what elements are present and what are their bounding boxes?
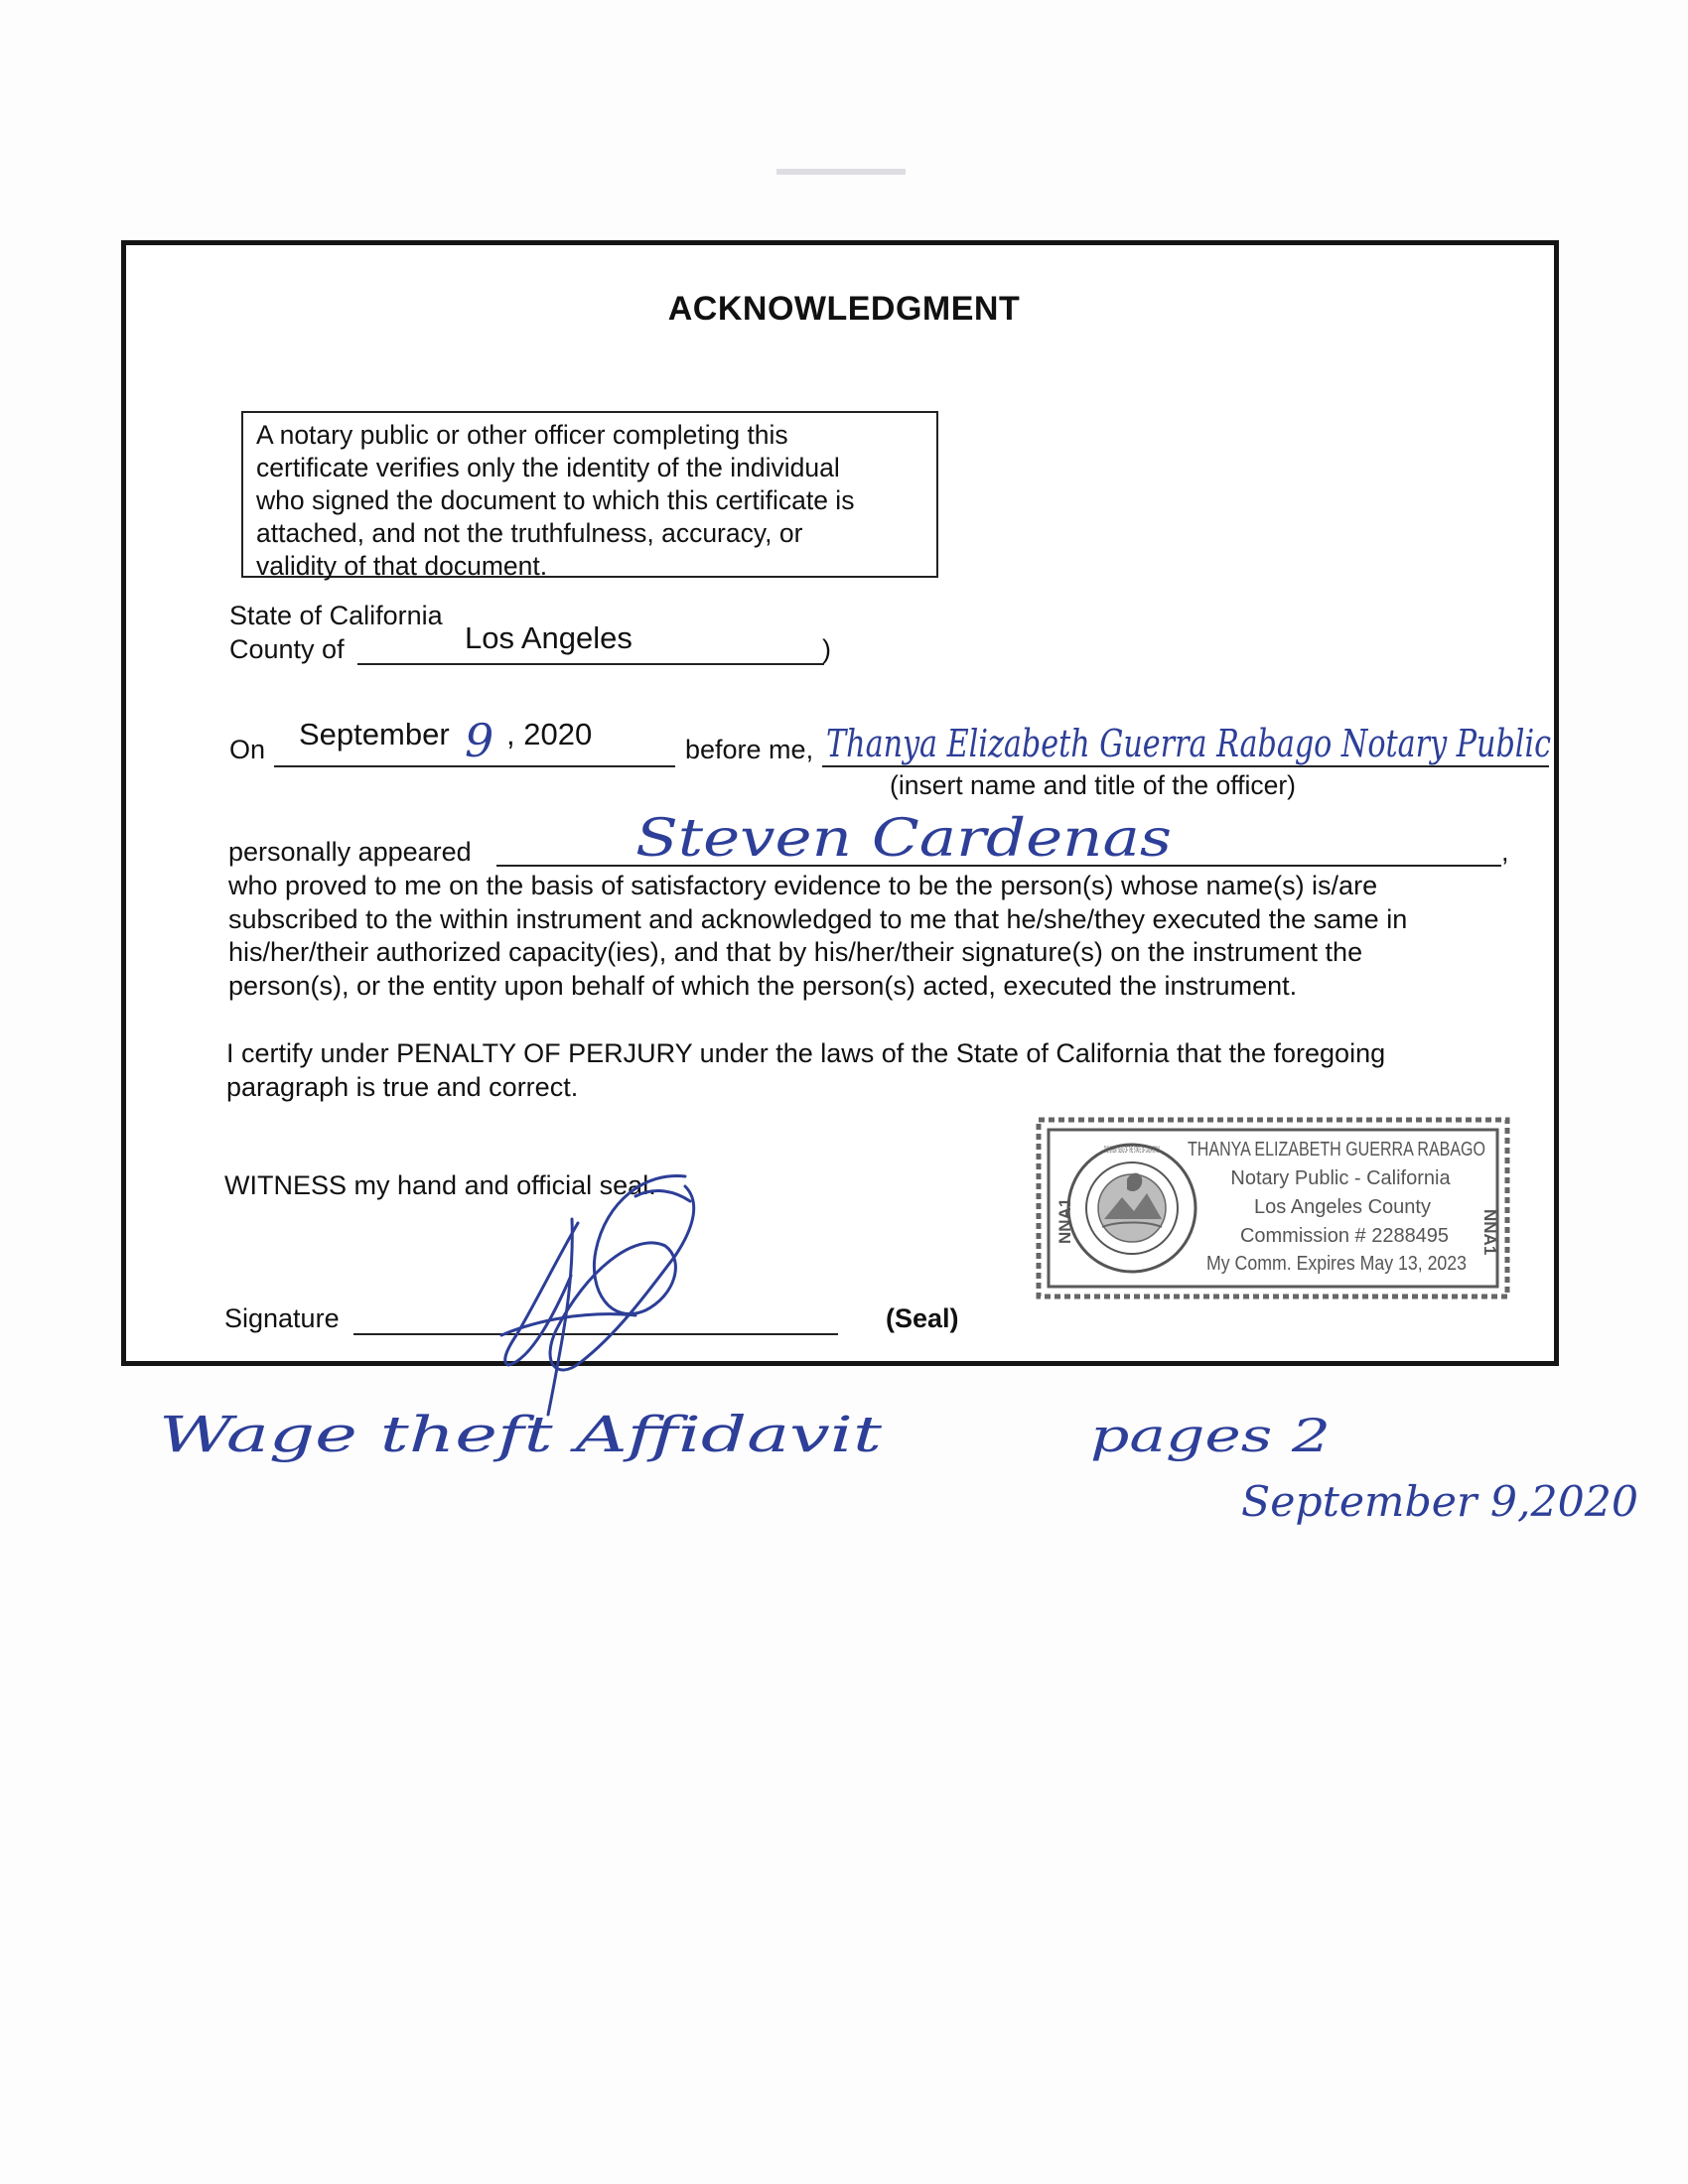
handwritten-appeared-name: Steven Cardenas [635,809,1172,869]
stamp-county: Los Angeles County [1254,1196,1431,1218]
on-label: On [229,735,266,764]
notice-line: attached, and not the truthfulness, accuracy, or [256,518,803,548]
annotation-pages: pages 2 [1090,1409,1331,1462]
appeared-label: personally appeared [228,837,472,867]
body-line: his/her/their authorized capacity(ies), and that by his/her/their signature(s) on the instrument the [228,937,1363,967]
stamp-commission: Commission # 2288495 [1239,1225,1450,1247]
notary-stamp [1033,1110,1519,1308]
annotation-date: September 9,2020 [1241,1477,1638,1526]
body-line: person(s), or the entity upon behalf of which the person(s) acted, executed the instrument. [228,970,1298,1001]
certify-line: paragraph is true and correct. [226,1071,579,1102]
date-month: September [299,717,450,751]
notice-line: who signed the document to which this certificate is [256,485,855,515]
annotation-wage-theft: Wage theft Affidavit [159,1406,884,1463]
notice-line: certificate verifies only the identity of the individual [256,453,840,482]
stamp-notary-title: Notary Public - California [1230,1167,1451,1189]
seal-ring-text: THE GREAT SEAL OF THE STATE OF CALIFORNIA [1104,1145,1160,1155]
signature-label: Signature [224,1303,340,1333]
seal-label: (Seal) [886,1303,959,1333]
before-me-label: before me, [685,735,814,764]
signature-ink [501,1175,694,1415]
notice-line: A notary public or other officer completing this [256,420,788,450]
handwritten-day: 9 [465,714,494,767]
body-line: who proved to me on the basis of satisfactory evidence to be the person(s) whose name(s) is/are [228,871,1378,900]
state-label: State of California [229,601,443,630]
county-close-paren: ) [822,634,831,664]
county-field-value: Los Angeles [465,620,633,655]
notice-line: validity of that document. [256,551,548,581]
witness-line: WITNESS my hand and official seal. [224,1170,656,1200]
handwritten-officer-name: Thanya Elizabeth Guerra Rabago Notary Public [826,722,1551,765]
form-title: ACKNOWLEDGMENT [667,290,1021,328]
stamp-side-code-right: NNA1 [1480,1209,1499,1256]
county-label: County of [229,634,345,664]
appeared-comma: , [1501,837,1509,867]
date-year: , 2020 [506,717,593,751]
certify-line: I certify under PENALTY OF PERJURY under the laws of the State of California that the foregoing [226,1038,1386,1068]
stamp-notary-name: THANYA ELIZABETH GUERRA RABAGO [1188,1139,1485,1160]
stamp-expiration: My Comm. Expires May 13, 2023 [1206,1253,1467,1275]
officer-field-caption: (insert name and title of the officer) [890,770,1296,800]
california-seal-icon [1068,1145,1196,1272]
body-line: subscribed to the within instrument and acknowledged to me that he/she/they executed the same in [228,903,1408,934]
stamp-side-code-left: NNA1 [1055,1197,1074,1244]
